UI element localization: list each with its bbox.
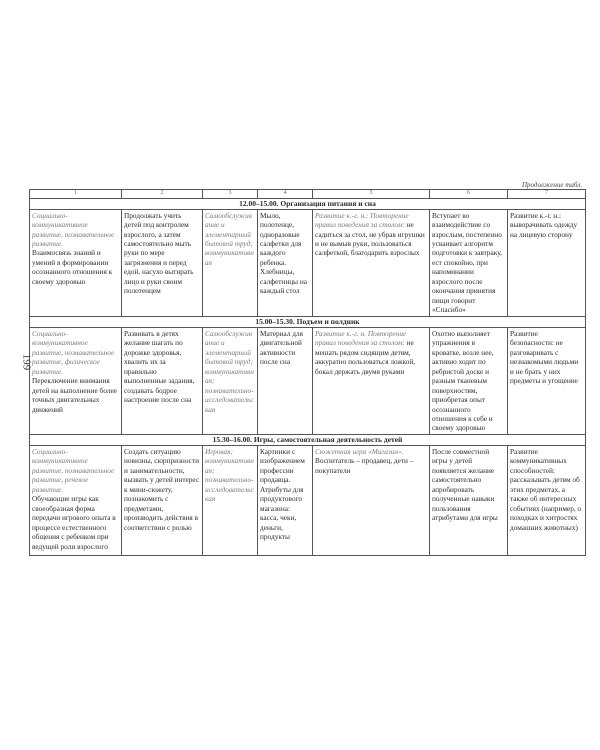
content-rule: Повторение правил поведения за столом:: [315, 328, 407, 348]
activity-types-text: Самообслуживание и элементарный бытовой труд; коммуникативная: [205, 210, 254, 267]
activity-types-text: Самообслуживание и элементарный бытовой труд; коммуникативная; познавательно-исследовательская: [205, 328, 254, 414]
area-title: Социально-коммуникативное развитие, познавательное развитие, речевое развитие.: [32, 446, 115, 494]
column-number: 3: [203, 190, 258, 199]
individual-work-cell: Развитие к.-г. н.: выворачивать одежду на лицевую сторону: [508, 209, 586, 316]
column-number: 2: [122, 190, 203, 199]
content-label: Развитие к.-г. н.: [315, 328, 366, 338]
activity-types-cell: [203, 327, 258, 434]
area-title: Социально-коммуникативное развитие, познавательное развитие.: [32, 210, 115, 248]
section-title: 15.30–16.00. Игры, самостоятельная деятельность детей: [30, 434, 586, 445]
page-number: 199: [20, 353, 33, 371]
section-title: 12.00–15.00. Организация питания и сна: [30, 198, 586, 209]
section-header-row: [30, 316, 586, 327]
column-number-row: [30, 190, 586, 199]
content-text: Воспитатель – продавец, дети – покупатели: [315, 456, 414, 475]
column-number: 5: [313, 190, 430, 199]
content-cell: [313, 327, 430, 434]
area-text: Обучающие игры как своеобразная форма передачи игрового опыта в процессе естественного общения с ребенком при ведущей роли взрослого: [32, 494, 116, 551]
individual-work-cell: Развитие коммуникативных способностей: рассказывать детям об этих предметах, а также об интересных событиях (например, о походках и хитростях домашних животных): [508, 445, 586, 555]
column-number: 1: [30, 190, 122, 199]
materials-cell: Картинки с изображением профессии продавца. Атрибуты для продуктового магазина: касса, чеки, деньги, продукты: [258, 445, 313, 555]
table-row: [30, 445, 586, 555]
content-cell: [313, 209, 430, 316]
column-number: 4: [258, 190, 313, 199]
content-cell: [313, 445, 430, 555]
outcomes-cell: Охотно выполняет упражнения в кроватке, возле нее, активно ходит по ребристой доске и разным тканевым поверхностям, приобретая опыт осознанного отношения к себе и своему здоровью: [430, 327, 508, 434]
section-header-row: [30, 198, 586, 209]
educational-area-cell: [30, 445, 122, 555]
tasks-cell: Развивать в детях желание шагать по дорожке здоровья, хвалить их за правильно выполненные задания, создавать бодрое настроение после сна: [122, 327, 203, 434]
activity-types-cell: [203, 209, 258, 316]
section-title: 15.00–15.30. Подъем и полдник: [30, 316, 586, 327]
content-label: Сюжетная игра «Магазин».: [315, 446, 404, 456]
individual-work-cell: Развитие безопасности: не разговаривать с незнакомыми людьми и не брать у них предметы и угощение: [508, 327, 586, 434]
educational-area-cell: [30, 209, 122, 316]
content-label: Развитие к.-г. н.:: [315, 210, 369, 220]
activity-types-cell: [203, 445, 258, 555]
materials-cell: Мыло, полотенце, одноразовые салфетки для каждого ребенка. Хлебницы, салфетницы на каждый стол: [258, 209, 313, 316]
table-row: [30, 327, 586, 434]
tasks-cell: Продолжать учить детей под контролем взрослого, а затем самостоятельно мыть руки по мере загрязнения и перед едой, насухо вытирать лицо и руки своим полотенцем: [122, 209, 203, 316]
column-number: 6: [430, 190, 508, 199]
content-rule: Повторение правил поведения за столом:: [315, 210, 409, 230]
area-title: Социально-коммуникативное развитие, познавательное развитие, физическое развитие.: [32, 328, 115, 376]
materials-cell: Материал для двигательной активности после сна: [258, 327, 313, 434]
area-text: Переключение внимания детей на выполнение более точных двигательных движений: [32, 376, 117, 414]
table-row: [30, 209, 586, 316]
content-text: не мешать рядом сидящим детям, аккуратно пользоваться ложкой, бокал держать двумя руками: [315, 338, 416, 376]
activity-types-text: Игровая; коммуникативная; познавательно-исследовательская: [205, 446, 254, 504]
content-text: не садиться за стол, не убрав игрушки и не вымыв руки, пользоваться салфеткой, благодарить взрослых: [315, 220, 425, 258]
tasks-cell: Создать ситуацию новизны, сюрпризности и занимательности, вызвать у детей интерес к мини-сюжету, познакомить с предметами, производить действия в соответствии с ролью: [122, 445, 203, 555]
educational-area-cell: [30, 327, 122, 434]
outcomes-cell: После совместной игры у детей появляется желание самостоятельно апробировать полученные навыки пользования атрибутами для игры: [430, 445, 508, 555]
section-header-row: [30, 434, 586, 445]
column-number: 7: [508, 190, 586, 199]
outcomes-cell: Вступает во взаимодействие со взрослым, постепенно усваивает алгоритм подготовки к завтраку, ест спокойно, при напоминании взрослого после окончания принятия пищи говорит «Спасибо»: [430, 209, 508, 316]
daily-schedule-table: [29, 189, 586, 556]
area-text: Взаимосвязь знаний и умений в формировании осознанного отношения к своему здоровью: [32, 248, 113, 286]
continuation-label: Продолжение табл.: [521, 181, 582, 189]
